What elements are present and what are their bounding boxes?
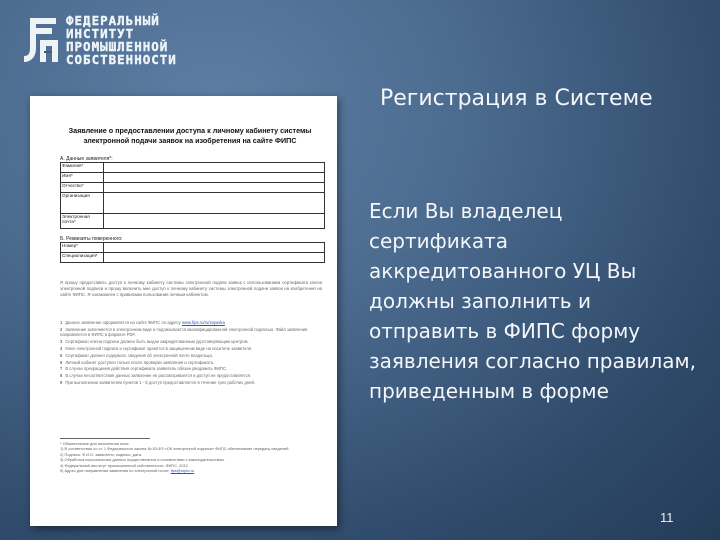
- field-value: [104, 173, 325, 183]
- field-label: Номер*: [61, 243, 104, 253]
- table-row: [61, 173, 325, 183]
- list-item: 2 Заявление заполняется в электронном виде и подписывается квалифицированной электронной подписью. Файл заявления направляется в ФИПС в формате PDF.: [60, 326, 308, 338]
- list-item: 7 В случае прекращения действия сертификата заявитель обязан уведомить ФИПС.: [60, 366, 228, 372]
- field-value: [104, 253, 325, 263]
- section-b-label: Б. Реквизиты поверенного:: [60, 236, 123, 242]
- representative-fields-table: [60, 242, 325, 263]
- slide-title: Регистрация в Системе: [380, 86, 653, 111]
- footnote: 1) В соответствии со ст. 1 Федерального закона № 63-ФЗ «Об электронной подписи» ФИПС обеспечивает передачу сведений.: [60, 446, 290, 452]
- field-label: Отчество*: [61, 183, 104, 193]
- form-footnotes: [60, 441, 325, 473]
- field-value: [104, 183, 325, 193]
- slide-page-number: 11: [660, 510, 674, 525]
- footnote: 2) Подпись: Ф.И.О. заявителя, подпись, дата.: [60, 451, 143, 457]
- form-link[interactable]: www.fips.ru/ru/zayavka: [182, 320, 225, 325]
- form-intro-paragraph: Я прошу предоставить доступ к личному кабинету системы электронной подачи заявок с использованием сертификата ключа электронной подписи и прошу включить мне доступ к личному кабинету системы электронной подачи заявок на изобретения на сайте ФИПС. Я ознакомлен с правилами пользования личным кабинетом.: [60, 280, 322, 297]
- list-item: 1 Данное заявление оформляется на сайте ФИПС по адресу www.fips.ru/ru/zayavka: [60, 320, 225, 325]
- table-row: [61, 163, 325, 173]
- list-item: 5 Сертификат должен содержать сведения об электронной почте владельца.: [60, 352, 213, 358]
- applicant-fields-table: [60, 162, 325, 229]
- footnote-divider: [60, 438, 150, 439]
- footnote: * Обязательные для заполнения поля: [60, 441, 129, 446]
- field-value: [104, 163, 325, 173]
- logo-line-4: СОБСТВЕННОСТИ: [66, 52, 177, 67]
- table-row: [61, 243, 325, 253]
- field-value: [104, 243, 325, 253]
- table-row: [61, 214, 325, 229]
- footnote: 4) Федеральный институт промышленной собственности, ФИПС, 2012: [60, 462, 188, 468]
- table-row: [61, 183, 325, 193]
- list-item: 8 В случае несоответствия данных заявление не рассматривается и доступ не предоставляется.: [60, 373, 252, 379]
- footnote: 3) Обработка персональных данных осуществляется в соответствии с законодательством.: [60, 457, 225, 463]
- form-title: Заявление о предоставлении доступа к личному кабинету системы электронной подачи заявок на изобретения на сайте ФИПС: [68, 126, 312, 145]
- field-value: [104, 193, 325, 214]
- slide-body-text: Если Вы владелец сертификата аккредитованного УЦ Вы должны заполнить и отправить в ФИПС форму заявления согласно правилам, приведенным в форме: [369, 199, 697, 403]
- logo-line-3: ПРОМЫШЛЕННОЙ: [66, 39, 169, 54]
- field-label: Фамилия*: [61, 163, 104, 173]
- email-link[interactable]: fips@rupto.ru: [170, 468, 195, 474]
- form-rules-list: [60, 320, 322, 387]
- footnote: 5) Адрес для направления заявления по электронной почте: fips@rupto.ru: [60, 468, 195, 474]
- list-item: 6 Личный кабинет доступен только после проверки заявления и сертификата.: [60, 359, 215, 365]
- list-item: 9 При выполнении заявителем пунктов 1 - 8 доступ предоставляется в течение трех рабочих дней.: [60, 379, 255, 385]
- list-item: 3 Сертификат ключа подписи должен быть выдан аккредитованным удостоверяющим центром.: [60, 339, 249, 345]
- fips-logo-icon: [22, 14, 62, 66]
- field-label: Электронная почта*: [61, 214, 104, 229]
- table-row: [61, 193, 325, 214]
- logo-line-1: ФЕДЕРАЛЬНЫЙ: [66, 13, 160, 28]
- field-label: Специализация*: [61, 253, 104, 263]
- field-value: [104, 214, 325, 229]
- table-row: [61, 253, 325, 263]
- field-label: Организация: [61, 193, 104, 214]
- list-item: 4 Ключ электронной подписи и сертификат хранятся в защищенном виде на носителе заявителя.: [60, 345, 253, 351]
- logo-line-2: ИНСТИТУТ: [66, 26, 135, 41]
- field-label: Имя*: [61, 173, 104, 183]
- section-a-label: А. Данные заявителя*:: [60, 156, 113, 162]
- application-form-document: [30, 96, 337, 526]
- fips-logo: [22, 10, 212, 70]
